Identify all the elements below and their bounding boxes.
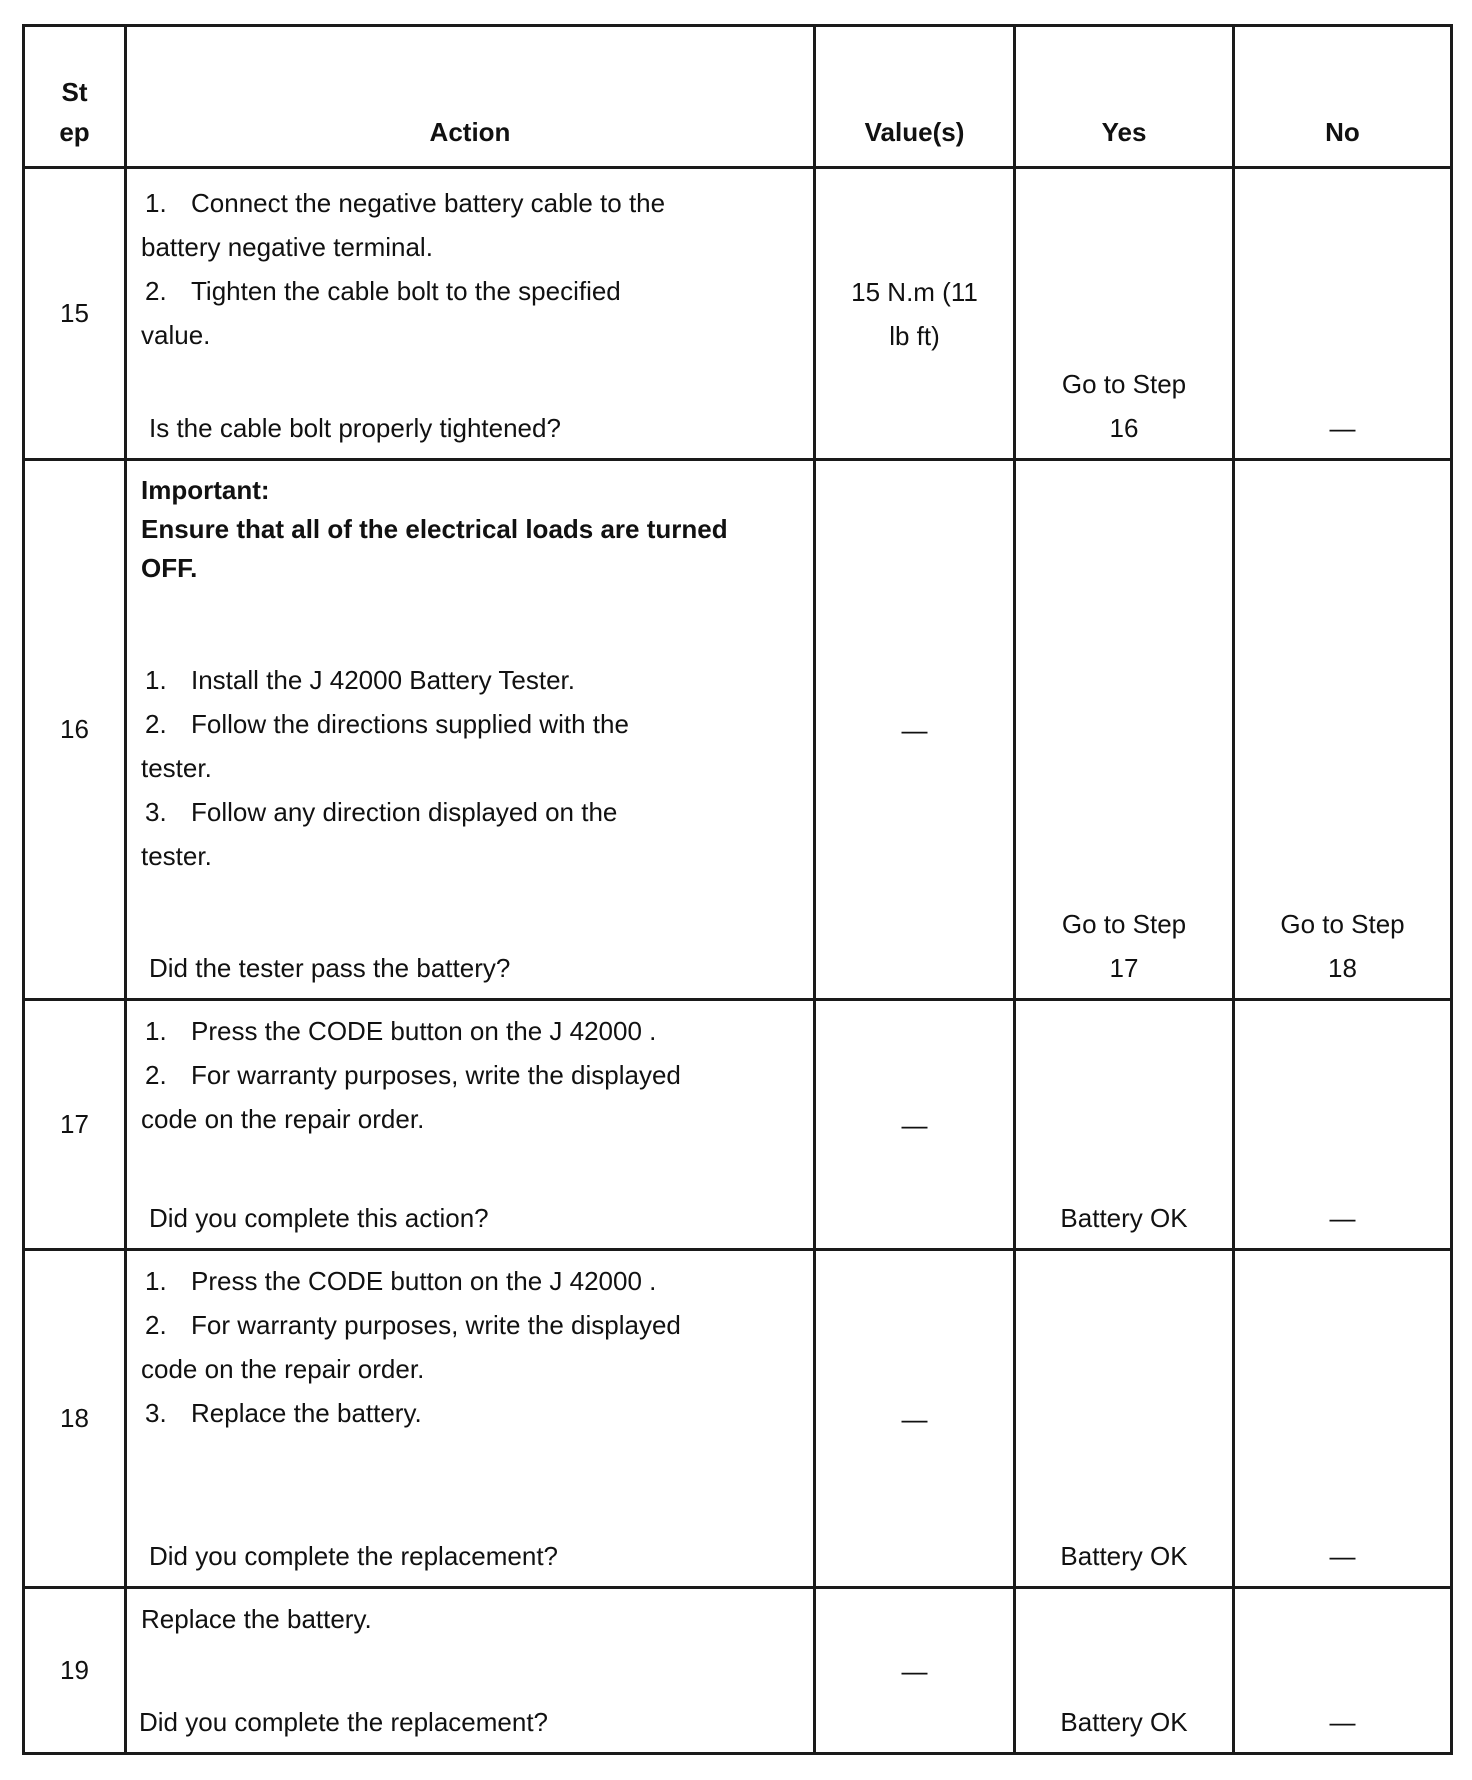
action-text: Replace the battery. xyxy=(141,1604,372,1634)
list-item: 2. For warranty purposes, write the displayed xyxy=(145,1310,681,1340)
question: Did you complete this action? xyxy=(149,1203,489,1233)
no-cell: — xyxy=(1234,1588,1452,1754)
list-item: 3. Replace the battery. xyxy=(145,1398,422,1428)
question: Is the cable bolt properly tightened? xyxy=(149,413,561,443)
yes-cell: Go to Step 17 xyxy=(1015,460,1234,1000)
value-cell: — xyxy=(815,1588,1015,1754)
question: Did the tester pass the battery? xyxy=(149,953,511,983)
important-note: Important: Ensure that all of the electrical loads are turned OFF. xyxy=(141,475,728,583)
list-item: 1. Connect the negative battery cable to the xyxy=(145,188,666,218)
list-item: 1. Install the J 42000 Battery Tester. xyxy=(145,665,575,695)
value-cell: — xyxy=(815,1250,1015,1588)
no-cell: Go to Step 18 xyxy=(1234,460,1452,1000)
header-action: Action xyxy=(126,26,815,168)
list-item: 2. Follow the directions supplied with the xyxy=(145,709,629,739)
step-number: 18 xyxy=(24,1250,126,1588)
value-cell: — xyxy=(815,1000,1015,1250)
no-cell: — xyxy=(1234,1000,1452,1250)
list-item: 2. For warranty purposes, write the displayed xyxy=(145,1060,681,1090)
no-cell: — xyxy=(1234,1250,1452,1588)
diagnostic-table xyxy=(22,24,1453,1755)
header-step: St ep xyxy=(24,26,126,168)
question: Did you complete the replacement? xyxy=(139,1707,549,1737)
yes-cell: Go to Step 16 xyxy=(1015,168,1234,460)
yes-cell: Battery OK xyxy=(1015,1250,1234,1588)
step-number: 19 xyxy=(24,1588,126,1754)
table-row xyxy=(24,1250,1452,1588)
table-row xyxy=(24,460,1452,1000)
table-header-row xyxy=(24,26,1452,168)
step-number: 15 xyxy=(24,168,126,460)
value-cell: 15 N.m (11 lb ft) xyxy=(815,168,1015,460)
table-row xyxy=(24,1000,1452,1250)
header-no: No xyxy=(1234,26,1452,168)
list-item: 1. Press the CODE button on the J 42000 . xyxy=(145,1266,657,1296)
action-cell xyxy=(126,1588,815,1754)
yes-cell: Battery OK xyxy=(1015,1588,1234,1754)
question: Did you complete the replacement? xyxy=(149,1541,559,1571)
step-number: 17 xyxy=(24,1000,126,1250)
action-cell: Important: Ensure that all of the electrical loads are turned OFF. 1. Install the J 42000 Battery Tester. 2. Follow the directions supplied with the tester. 3. Follow any direction displayed on the tester. Did the tester pass the battery? xyxy=(126,460,815,1000)
step-number: 16 xyxy=(24,460,126,1000)
action-cell: 1. Press the CODE button on the J 42000 . 2. For warranty purposes, write the displayed code on the repair order. Did you complete this action? xyxy=(126,1000,815,1250)
list-item: 2. Tighten the cable bolt to the specified xyxy=(145,276,621,306)
no-cell: — xyxy=(1234,168,1452,460)
action-cell: 1. Press the CODE button on the J 42000 . 2. For warranty purposes, write the displayed code on the repair order. 3. Replace the battery. Did you complete the replacement? xyxy=(126,1250,815,1588)
value-cell: — xyxy=(815,460,1015,1000)
list-item: 1. Press the CODE button on the J 42000 . xyxy=(145,1016,657,1046)
yes-cell: Battery OK xyxy=(1015,1000,1234,1250)
list-item: 3. Follow any direction displayed on the xyxy=(145,797,618,827)
action-cell: 1. Connect the negative battery cable to the battery negative terminal. 2. Tighten the cable bolt to the specified value. Is the cable bolt properly tightened? xyxy=(126,168,815,460)
table-row xyxy=(24,1588,1452,1754)
header-yes: Yes xyxy=(1015,26,1234,168)
header-values: Value(s) xyxy=(815,26,1015,168)
table-row xyxy=(24,168,1452,460)
